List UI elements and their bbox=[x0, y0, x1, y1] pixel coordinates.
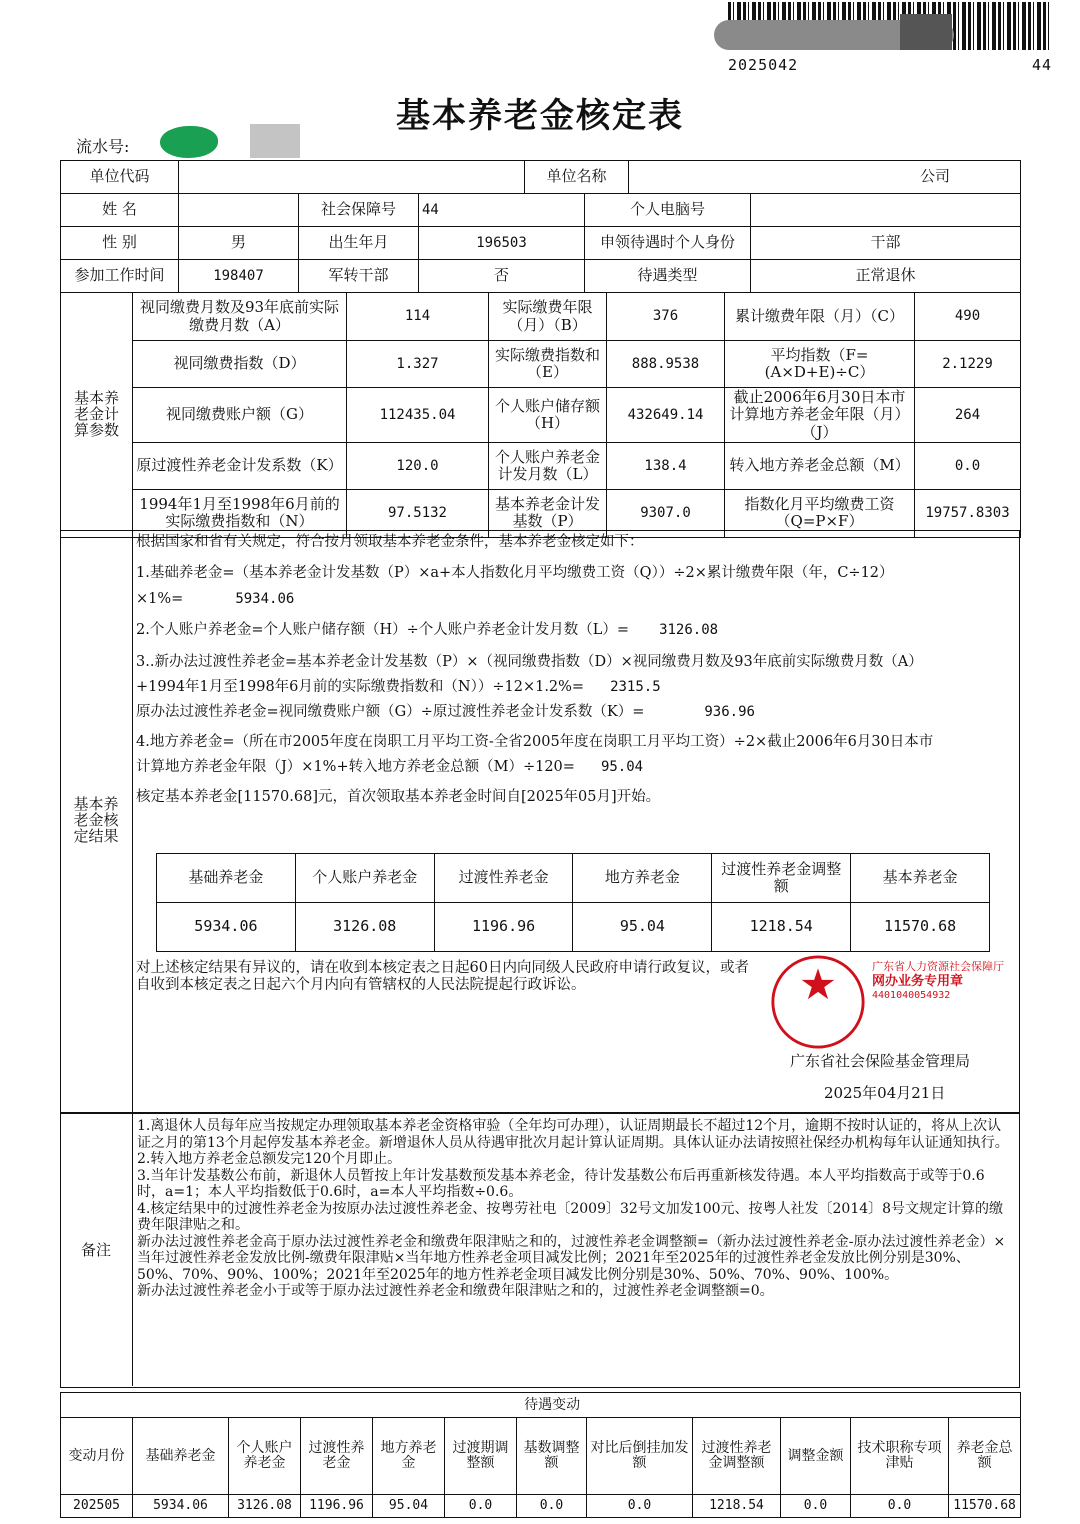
summary-table bbox=[156, 853, 990, 952]
param-label: 视同缴费指数（D） bbox=[133, 341, 347, 388]
changes-header: 调整金额 bbox=[781, 1418, 851, 1495]
param-label: 视同缴费账户额（G） bbox=[133, 388, 347, 443]
result-section-label-cell bbox=[60, 530, 133, 1112]
note-item: 1.离退休人员每年应当按规定办理领取基本养老金资格审验（全年均可办理），认证周期最长不超过12个月，逾期不按时认证的，将从上次认证之月的第13个月起停发基本养老金。新增退休人员从待遇审批次月起计算认证周期。具体认证办法请按照社保经办机构每年认证通知执行。 bbox=[137, 1118, 1009, 1151]
changes-cell: 0.0 bbox=[781, 1495, 851, 1518]
page-title: 基本养老金核定表 bbox=[396, 96, 684, 136]
gender-label: 性 别 bbox=[61, 227, 179, 260]
formula-1 bbox=[136, 565, 1011, 582]
formula-4-result bbox=[136, 759, 1011, 776]
serial-label: 流水号: bbox=[76, 137, 130, 156]
param-value: 120.0 bbox=[347, 442, 489, 489]
note-item: 新办法过渡性养老金高于原办法过渡性养老金和缴费年限津贴之和的，过渡性养老金调整额=（新办法过渡性养老金-原办法过渡性养老金）×当年过渡性养老金发放比例-缴费年限津贴×当年地方性养老金项目减发比例；2021年至2025年的过渡性养老金发放比例分别是30%、50%、70%、90%、100%；2021年至2025年的地方性养老金项目减发比例分别是30%、50%、70%、90%、100%。 bbox=[137, 1233, 1006, 1283]
param-label: 截止2006年6月30日本市计算地方养老金年限（月）（J） bbox=[725, 388, 915, 443]
work-start-value: 198407 bbox=[179, 260, 299, 293]
param-value: 112435.04 bbox=[347, 388, 489, 443]
identity-label: 申领待遇时个人身份 bbox=[585, 227, 751, 260]
appeal-notice: 对上述核定结果有异议的，请在收到本核定表之日起60日内向同级人民政府申请行政复议，或者自收到本核定表之日起六个月内向有管辖权的人民法院提起行政诉讼。 bbox=[136, 960, 749, 994]
changes-header: 过渡性养老金 bbox=[301, 1418, 373, 1495]
computer-no-label: 个人电脑号 bbox=[585, 194, 751, 227]
summary-header: 基础养老金 bbox=[157, 854, 296, 903]
identity-value: 干部 bbox=[751, 227, 1021, 260]
note-item: 新办法过渡性养老金小于或等于原办法过渡性养老金和缴费年限津贴之和的，过渡性养老金调整额=0。 bbox=[137, 1283, 774, 1300]
param-value: 0.0 bbox=[915, 442, 1021, 489]
summary-header: 基本养老金 bbox=[851, 854, 990, 903]
changes-header: 变动月份 bbox=[61, 1418, 133, 1495]
benefit-type-value: 正常退休 bbox=[751, 260, 1021, 293]
barcode-number-start: 2025042 bbox=[728, 56, 799, 74]
param-label: 实际缴费年限（月）（B） bbox=[489, 293, 607, 341]
notes-text bbox=[137, 1118, 1012, 1300]
stamp-star-icon bbox=[802, 968, 835, 999]
formula-1-value: 5934.06 bbox=[235, 590, 295, 607]
barcode-number-end: 44 bbox=[1031, 56, 1052, 74]
param-value: 97.5132 bbox=[347, 489, 489, 537]
calc-params-section-label: 基本养老金计算参数 bbox=[61, 293, 133, 538]
benefit-changes-table bbox=[60, 1392, 1021, 1518]
redaction-mark bbox=[900, 14, 952, 50]
basic-info-table bbox=[60, 160, 1021, 293]
birth-label: 出生年月 bbox=[299, 227, 419, 260]
param-value: 9307.0 bbox=[607, 489, 725, 537]
param-label: 个人账户养老金计发月数（L） bbox=[489, 442, 607, 489]
summary-value: 95.04 bbox=[573, 903, 712, 952]
formula-3b-value: 936.96 bbox=[704, 704, 755, 721]
redaction-mark bbox=[250, 124, 300, 158]
changes-cell: 1196.96 bbox=[301, 1495, 373, 1518]
redaction-mark bbox=[160, 126, 218, 158]
param-label: 原过渡性养老金计发系数（K） bbox=[133, 442, 347, 489]
formula-2-text: 2.个人账户养老金=个人账户储存额（H）÷个人账户养老金计发月数（L）= bbox=[136, 622, 630, 639]
name-label: 姓 名 bbox=[61, 194, 179, 227]
param-label: 基本养老金计发基数（P） bbox=[489, 489, 607, 537]
changes-header: 技术职称专项津贴 bbox=[851, 1418, 949, 1495]
param-label: 指数化月平均缴费工资（Q=P×F） bbox=[725, 489, 915, 537]
changes-cell: 3126.08 bbox=[229, 1495, 301, 1518]
summary-value: 3126.08 bbox=[295, 903, 434, 952]
summary-value: 5934.06 bbox=[157, 903, 296, 952]
changes-header: 对比后倒挂加发额 bbox=[587, 1418, 693, 1495]
formula-3-result bbox=[136, 679, 1011, 696]
formula-3b-text: 原办法过渡性养老金=视同缴费账户额（G）÷原过渡性养老金计发系数（K）= bbox=[136, 704, 645, 721]
table-row bbox=[61, 1495, 1021, 1518]
summary-header: 过渡性养老金调整额 bbox=[712, 854, 851, 903]
param-value: 432649.14 bbox=[607, 388, 725, 443]
computer-no-value bbox=[751, 194, 1021, 227]
changes-cell: 11570.68 bbox=[949, 1495, 1021, 1518]
note-item: 3.当年计发基数公布前，新退休人员暂按上年计发基数预发基本养老金，待计发基数公布后再重新核发待遇。本人平均指数高于或等于0.6时，a=1；本人平均指数低于0.6时，a=本人平均指数÷0.6。 bbox=[137, 1167, 985, 1201]
changes-header: 基数调整额 bbox=[517, 1418, 587, 1495]
param-label: 实际缴费指数和（E） bbox=[489, 341, 607, 388]
changes-cell: 0.0 bbox=[587, 1495, 693, 1518]
param-value: 264 bbox=[915, 388, 1021, 443]
unit-name-value: 公司 bbox=[629, 161, 1021, 194]
changes-cell: 5934.06 bbox=[133, 1495, 229, 1518]
unit-code-label: 单位代码 bbox=[61, 161, 179, 194]
result-intro: 根据国家和省有关规定，符合按月领取基本养老金条件，基本养老金核定如下： bbox=[136, 534, 644, 550]
military-label: 军转干部 bbox=[299, 260, 419, 293]
param-label: 视同缴费月数及93年底前实际缴费月数（A） bbox=[133, 293, 347, 341]
summary-value: 11570.68 bbox=[851, 903, 990, 952]
param-value: 1.327 bbox=[347, 341, 489, 388]
changes-caption: 待遇变动 bbox=[61, 1393, 1021, 1418]
param-value: 114 bbox=[347, 293, 489, 341]
result-section-label: 基本养老金核定结果 bbox=[73, 795, 119, 845]
formula-1-tail: ×1%= bbox=[136, 590, 184, 607]
param-value: 19757.8303 bbox=[915, 489, 1021, 537]
changes-cell: 0.0 bbox=[851, 1495, 949, 1518]
changes-header: 养老金总额 bbox=[949, 1418, 1021, 1495]
formula-3-value: 2315.5 bbox=[610, 678, 661, 695]
birth-value: 196503 bbox=[419, 227, 585, 260]
param-label: 累计缴费年限（月）（C） bbox=[725, 293, 915, 341]
formula-1-text: 1.基础养老金=（基本养老金计发基数（P）×a+本人指数化月平均缴费工资（Q））÷2×累计缴费年限（年，C÷12） bbox=[136, 565, 894, 582]
summary-header: 过渡性养老金 bbox=[434, 854, 573, 903]
param-value: 490 bbox=[915, 293, 1021, 341]
changes-header: 个人账户养老金 bbox=[229, 1418, 301, 1495]
name-value bbox=[179, 194, 299, 227]
official-stamp bbox=[770, 954, 866, 1050]
changes-cell: 0.0 bbox=[445, 1495, 517, 1518]
param-label: 平均指数（F=(A×D+E)÷C） bbox=[725, 341, 915, 388]
changes-header: 基础养老金 bbox=[133, 1418, 229, 1495]
stamp-arc-text: 广东省人力资源社会保障厅 bbox=[872, 960, 1004, 973]
formula-3 bbox=[136, 654, 1011, 671]
summary-value: 1218.54 bbox=[712, 903, 851, 952]
military-value: 否 bbox=[419, 260, 585, 293]
notes-label: 备注 bbox=[60, 1112, 133, 1386]
formula-4 bbox=[136, 734, 1011, 751]
param-label: 1994年1月至1998年6月前的实际缴费指数和（N） bbox=[133, 489, 347, 537]
changes-header: 过渡性养老金调整额 bbox=[693, 1418, 781, 1495]
changes-header: 地方养老金 bbox=[373, 1418, 445, 1495]
gender-value: 男 bbox=[179, 227, 299, 260]
result-conclusion: 核定基本养老金[11570.68]元，首次领取基本养老金时间自[2025年05月]开始。 bbox=[136, 788, 661, 805]
param-label: 个人账户储存额（H） bbox=[489, 388, 607, 443]
changes-cell: 95.04 bbox=[373, 1495, 445, 1518]
formula-3b bbox=[136, 704, 1011, 721]
summary-header: 个人账户养老金 bbox=[295, 854, 434, 903]
unit-code-value bbox=[179, 161, 525, 194]
changes-header: 过渡期调整额 bbox=[445, 1418, 517, 1495]
issuing-agency: 广东省社会保险基金管理局 bbox=[790, 1052, 971, 1070]
param-value: 2.1229 bbox=[915, 341, 1021, 388]
formula-3-tail: +1994年1月至1998年6月前的实际缴费指数和（N））÷12×1.2%= bbox=[136, 678, 585, 695]
benefit-type-label: 待遇类型 bbox=[585, 260, 751, 293]
formula-2-value: 3126.08 bbox=[659, 622, 719, 639]
calc-params-table bbox=[60, 292, 1021, 538]
ssn-value: 44 bbox=[419, 194, 585, 227]
ssn-label: 社会保障号 bbox=[299, 194, 419, 227]
stamp-center-text: 网办业务专用章 bbox=[872, 973, 964, 989]
summary-value: 1196.96 bbox=[434, 903, 573, 952]
formula-4-text: 4.地方养老金=（所在市2005年度在岗职工月平均工资-全省2005年度在岗职工月平均工资）÷2×截止2006年6月30日本市 bbox=[136, 733, 934, 750]
changes-cell: 1218.54 bbox=[693, 1495, 781, 1518]
stamp-text-block bbox=[872, 960, 1012, 1003]
work-start-label: 参加工作时间 bbox=[61, 260, 179, 293]
stamp-serial: 4401040054932 bbox=[872, 990, 951, 1001]
barcode-number bbox=[728, 56, 1052, 74]
summary-header: 地方养老金 bbox=[573, 854, 712, 903]
param-value: 376 bbox=[607, 293, 725, 341]
unit-name-label: 单位名称 bbox=[525, 161, 629, 194]
note-item: 4.核定结果中的过渡性养老金为按原办法过渡性养老金、按粤劳社电〔2009〕32号文加发100元、按粤人社发〔2014〕8号文规定计算的缴费年限津贴之和。 bbox=[137, 1200, 1004, 1234]
formula-4-tail: 计算地方养老金年限（J）×1%+转入地方养老金总额（M）÷120= bbox=[136, 759, 575, 776]
formula-3-text: 3..新办法过渡性养老金=基本养老金计发基数（P）×（视同缴费指数（D）×视同缴费月数及93年底前实际缴费月数（A） bbox=[136, 653, 923, 670]
formula-2 bbox=[136, 622, 1011, 639]
param-value: 138.4 bbox=[607, 442, 725, 489]
param-value: 888.9538 bbox=[607, 341, 725, 388]
result-formulas bbox=[136, 534, 1011, 818]
param-label: 转入地方养老金总额（M） bbox=[725, 442, 915, 489]
changes-cell: 202505 bbox=[61, 1495, 133, 1518]
formula-1-result bbox=[136, 591, 1011, 608]
note-item: 2.转入地方养老金总额发完120个月即止。 bbox=[137, 1151, 402, 1168]
changes-cell: 0.0 bbox=[517, 1495, 587, 1518]
formula-4-value: 95.04 bbox=[600, 759, 644, 776]
issue-date: 2025年04月21日 bbox=[824, 1084, 946, 1102]
